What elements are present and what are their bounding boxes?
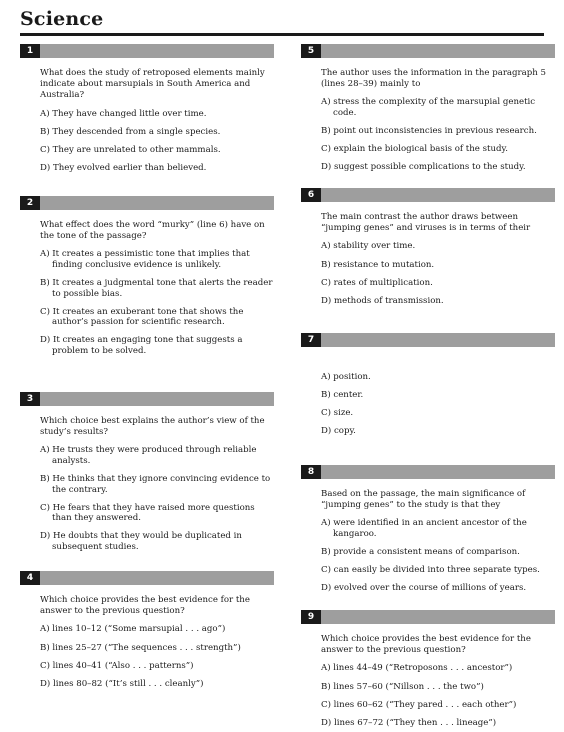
choice-a[interactable]: A) stress the complexity of the marsupial genetic code. (321, 97, 536, 118)
choice-a[interactable]: A) lines 44–49 (“Retroposons . . . ancestor”) (321, 663, 513, 674)
choice-a[interactable]: A) were identified in an ancient ancestor of the kangaroo. (321, 518, 527, 539)
choice-a[interactable]: A) lines 10–12 (“Some marsupial . . . ago”) (40, 624, 226, 635)
question-stem: What does the study of retroposed elements mainly indicate about marsupials in South America and Australia? (40, 68, 265, 101)
choice-d[interactable]: D) suggest possible complications to the study. (321, 162, 526, 173)
right-column (301, 44, 555, 732)
choice-c[interactable]: C) size. (321, 408, 354, 419)
choice-d[interactable]: D) lines 80–82 (“It’s still . . . cleanly”) (40, 678, 204, 689)
choice-c[interactable]: C) can easily be divided into three separate types. (321, 565, 540, 576)
question-1 (20, 44, 274, 196)
question-stem: Which choice provides the best evidence for the answer to the previous question? (321, 634, 531, 656)
question-number: 9 (301, 610, 321, 624)
question-number: 6 (301, 188, 321, 202)
answer-choices (321, 241, 555, 306)
choice-d[interactable]: D) They evolved earlier than believed. (40, 162, 207, 173)
question-number: 4 (20, 571, 40, 585)
choice-b[interactable]: B) lines 25–27 (“The sequences . . . strength”) (40, 642, 241, 653)
choice-b[interactable]: B) They descended from a single species. (40, 126, 221, 137)
answer-choices (40, 109, 274, 174)
question-number: 2 (20, 196, 40, 210)
title-rule (20, 33, 544, 36)
question-header-bar (301, 465, 555, 479)
answer-choices (40, 249, 274, 356)
choice-b[interactable]: B) provide a consistent means of comparison. (321, 547, 520, 558)
choice-b[interactable]: B) lines 57–60 (“Nillson . . . the two”) (321, 681, 484, 692)
question-9 (301, 610, 555, 728)
choice-d[interactable]: D) It creates an engaging tone that suggests a problem to be solved. (40, 335, 243, 357)
question-header-bar (301, 188, 555, 202)
answer-choices (321, 663, 555, 728)
question-3 (20, 392, 274, 571)
question-header-bar (20, 196, 274, 210)
choice-d[interactable]: D) evolved over the course of millions of years. (321, 583, 527, 594)
question-6 (301, 188, 555, 333)
question-4 (20, 571, 274, 689)
choice-a[interactable]: A) He trusts they were produced through reliable analysts. (40, 445, 257, 466)
choice-a[interactable]: A) position. (321, 372, 371, 382)
choice-c[interactable]: C) lines 40–41 (“Also . . . patterns”) (40, 660, 194, 671)
question-stem: The author uses the information in the paragraph 5 (lines 28–39) mainly to (321, 68, 547, 90)
answer-choices (321, 97, 555, 172)
choice-c[interactable]: C) explain the biological basis of the study. (321, 144, 508, 155)
question-number: 3 (20, 392, 40, 406)
choice-d[interactable]: D) He doubts that they would be duplicated in subsequent studies. (40, 531, 242, 553)
question-7 (301, 333, 555, 465)
question-stem: Based on the passage, the main significance of “jumping genes” to the study is that they (321, 489, 526, 511)
question-stem: Which choice provides the best evidence for the answer to the previous question? (40, 595, 250, 617)
left-column (20, 44, 274, 697)
question-header-bar (301, 610, 555, 624)
choice-c[interactable]: C) They are unrelated to other mammals. (40, 144, 221, 155)
question-stem: The main contrast the author draws between “jumping genes” and viruses is in terms of their (321, 212, 531, 234)
choice-d[interactable]: D) lines 67–72 (“They then . . . lineage”) (321, 717, 497, 728)
choice-a[interactable]: A) They have changed little over time. (40, 108, 207, 119)
question-header-bar (20, 392, 274, 406)
question-header-bar (301, 333, 555, 347)
choice-b[interactable]: B) He thinks that they ignore convincing evidence to the contrary. (40, 474, 271, 495)
question-header-bar (301, 44, 555, 58)
choice-b[interactable]: B) center. (321, 390, 364, 401)
question-number: 1 (20, 44, 40, 58)
choice-c[interactable]: C) lines 60–62 (“They pared . . . each other”) (321, 699, 517, 710)
question-stem: What effect does the word “murky” (line 6) have on the tone of the passage? (40, 220, 265, 242)
question-header-bar (20, 571, 274, 585)
choice-c[interactable]: C) It creates an exuberant tone that shows the author’s passion for scientific research. (40, 306, 244, 328)
question-stem: Which choice best explains the author’s view of the study’s results? (40, 416, 265, 438)
question-header-bar (20, 44, 274, 58)
question-8 (301, 465, 555, 610)
question-number: 8 (301, 465, 321, 479)
choice-a[interactable]: A) stability over time. (321, 241, 416, 252)
page-title: Science (20, 8, 104, 30)
question-number: 7 (301, 333, 321, 347)
answer-choices (40, 624, 274, 689)
choice-b[interactable]: B) It creates a judgmental tone that alerts the reader to possible bias. (40, 278, 273, 299)
question-2 (20, 196, 274, 392)
answer-choices (321, 372, 555, 437)
choice-b[interactable]: B) resistance to mutation. (321, 259, 435, 270)
answer-choices (40, 445, 274, 552)
choice-c[interactable]: C) He fears that they have raised more questions than they answered. (40, 502, 255, 524)
question-number: 5 (301, 44, 321, 58)
choice-b[interactable]: B) point out inconsistencies in previous research. (321, 126, 537, 137)
choice-c[interactable]: C) rates of multiplication. (321, 277, 433, 288)
answer-choices (321, 518, 555, 593)
choice-a[interactable]: A) It creates a pessimistic tone that implies that finding conclusive evidence is unlikely. (40, 249, 250, 270)
question-5 (301, 44, 555, 188)
choice-d[interactable]: D) copy. (321, 426, 356, 437)
choice-d[interactable]: D) methods of transmission. (321, 295, 444, 306)
